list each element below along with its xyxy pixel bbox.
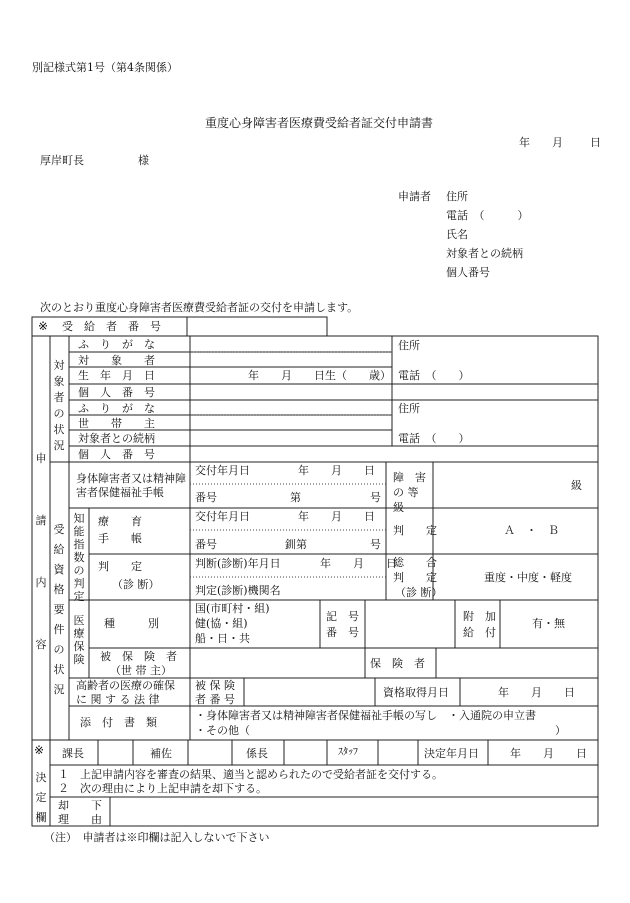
overall-label-2: 判 定 — [393, 571, 437, 584]
form-number: 別記様式第1号（第4条関係） — [32, 61, 178, 74]
disability-cert-label: 身体障害者又は精神障害者保健福祉手帳 — [76, 472, 186, 499]
approval-hosa: 補佐 — [150, 747, 172, 760]
techo-label: 手 帳 — [98, 532, 142, 545]
cert-issue-date-label: 交付年月日 — [195, 464, 250, 477]
insurance-type-option-3[interactable]: 船・日・共 — [195, 632, 250, 645]
cert-number-label: 番号 — [195, 491, 217, 504]
insurance-type-label: 種 別 — [104, 617, 159, 630]
diagnosis-label: （診 断） — [112, 578, 160, 591]
ryoiku-issue-date-label: 交付年月日 — [195, 510, 250, 523]
ryoiku-go: 号 — [370, 538, 381, 551]
elderly-insured-no-2: 者 番 号 — [195, 693, 235, 706]
decision-section-label: 決定欄 — [35, 771, 47, 824]
attachments-line-2[interactable]: ・その他（ — [195, 724, 250, 737]
birthdate-field[interactable]: 年 月 日生（ 歳） — [248, 369, 391, 382]
household-personal-number-label: 個 人 番 号 — [78, 448, 155, 461]
ryoiku-number-label: 番号 — [195, 538, 217, 551]
approval-staff: ｽﾀｯﾌ — [338, 747, 358, 758]
decision-mark: ※ — [34, 743, 45, 757]
date-day-label: 日 — [590, 136, 601, 149]
decision-line-1: １ 上記申請内容を審査の結果、適当と認められたので受給者証を交付する。 — [58, 768, 443, 781]
decided-date-label: 決定年月日 — [424, 747, 479, 760]
intro-text: 次のとおり重度心身障害者医療費受給者証の交付を申請します。 — [40, 301, 359, 314]
attachments-line-1[interactable]: ・身体障害者又は精神障害者保健福祉手帳の写し ・入通院の申立書 — [195, 709, 536, 722]
section-application-content: 申請内容 — [35, 452, 47, 651]
number-label: 番 号 — [326, 626, 359, 639]
approval-kacho: 課長 — [62, 747, 84, 760]
attachments-close: ） — [555, 724, 566, 737]
overall-label-3: （診 断） — [395, 586, 443, 599]
attachments-label: 添 付 書 類 — [80, 716, 157, 729]
approval-kakaricho: 係長 — [246, 747, 268, 760]
cert-go: 号 — [370, 491, 381, 504]
relation-label: 対象者との続柄 — [78, 432, 155, 445]
footnote: （注） 申請者は※印欄は記入しないで下さい — [44, 831, 270, 844]
reject-label-1: 却 下 — [58, 799, 102, 812]
section-subject-status: 対象者の状況 — [53, 359, 65, 452]
judgment-label: 判 定 — [98, 560, 142, 573]
applicant-personal-number[interactable]: 個人番号 — [446, 266, 490, 279]
birthdate-label: 生 年 月 日 — [78, 369, 155, 382]
symbol-label: 記 号 — [326, 610, 359, 623]
elderly-insured-no-1: 被 保 険 — [195, 679, 235, 692]
reject-label-2: 理 由 — [58, 813, 102, 826]
subject-label: 対 象 者 — [78, 354, 155, 367]
page-title: 重度心身障害者医療費受給者証交付申請書 — [205, 116, 434, 130]
severity-select[interactable]: 重度・中度・軽度 — [484, 571, 572, 584]
judgment-date-field[interactable]: 年 月 日 — [320, 557, 397, 570]
elderly-law-label-2: に 関 す る 法 律 — [76, 693, 160, 706]
recipient-number-label: 受 給 者 番 号 — [62, 320, 161, 333]
overall-label-1: 総 合 — [393, 556, 437, 569]
subject-address[interactable]: 住所 — [398, 339, 420, 352]
decided-date-field[interactable]: 年 月 日 — [510, 747, 587, 760]
household-furigana-label: ふ り が な — [78, 402, 155, 415]
date-year-label: 年 — [519, 136, 530, 149]
household-head-label: 世 帯 主 — [78, 417, 155, 430]
hantei-label: 判 定 — [393, 524, 437, 537]
date-month-label: 月 — [552, 136, 563, 149]
section-requirements: 受給資格要件の状況 — [53, 523, 65, 696]
acquired-date-field[interactable]: 年 月 日 — [498, 686, 575, 699]
subject-furigana-label: ふ り が な — [78, 338, 155, 351]
cert-dai: 第 — [290, 491, 301, 504]
supplement-select[interactable]: 有・無 — [532, 617, 565, 630]
supplement-label-2: 給 付 — [463, 626, 496, 639]
grade-kyu: 級 — [571, 479, 582, 492]
recipient-number-field[interactable] — [190, 319, 325, 334]
judgment-date-label: 判断(診断)年月日 — [195, 557, 281, 570]
applicant-name[interactable]: 氏名 — [446, 228, 468, 241]
applicant-address[interactable]: 住所 — [446, 190, 468, 203]
household-address[interactable]: 住所 — [398, 402, 420, 415]
ab-select[interactable]: Ａ ・ Ｂ — [504, 524, 559, 537]
elderly-law-label-1: 高齢者の医療の確保 — [76, 679, 175, 692]
insurer-label: 保 険 者 — [370, 657, 425, 670]
section-intellectual: 知能指数の判定 — [73, 512, 85, 603]
judgment-org-label: 判定(診断)機関名 — [195, 584, 281, 597]
section-insurance: 医療保険 — [73, 614, 85, 666]
disability-grade-label: 障 害 の 等 級 — [393, 471, 441, 514]
addressee: 厚岸町長 — [40, 154, 84, 167]
insurance-type-option-1[interactable]: 国(市町村・組) — [195, 602, 270, 615]
supplement-label-1: 附 加 — [463, 610, 496, 623]
decision-line-2: ２ 次の理由により上記申請を却下する。 — [58, 782, 267, 795]
insurance-type-option-2[interactable]: 健(協・組) — [195, 617, 248, 630]
ryoiku-kushiro-dai: 釧第 — [285, 538, 307, 551]
applicant-label: 申請者 — [398, 190, 431, 203]
acquired-date-label: 資格取得月日 — [383, 686, 449, 699]
subject-personal-number-label: 個 人 番 号 — [78, 386, 155, 399]
subject-phone[interactable]: 電話 （ ） — [398, 369, 470, 382]
honorific: 様 — [138, 154, 149, 167]
insured-label: 被 保 険 者 — [100, 650, 177, 663]
recipient-number-mark: ※ — [38, 319, 49, 333]
applicant-relation[interactable]: 対象者との続柄 — [446, 247, 523, 260]
insured-household-label: （世 帯 主） — [110, 664, 172, 677]
ryoiku-label: 療 育 — [98, 515, 142, 528]
household-phone[interactable]: 電話 （ ） — [398, 432, 470, 445]
applicant-phone[interactable]: 電話 （ ） — [446, 209, 529, 222]
ryoiku-issue-date-field[interactable]: 年 月 日 — [298, 510, 375, 523]
cert-issue-date-field[interactable]: 年 月 日 — [298, 464, 375, 477]
